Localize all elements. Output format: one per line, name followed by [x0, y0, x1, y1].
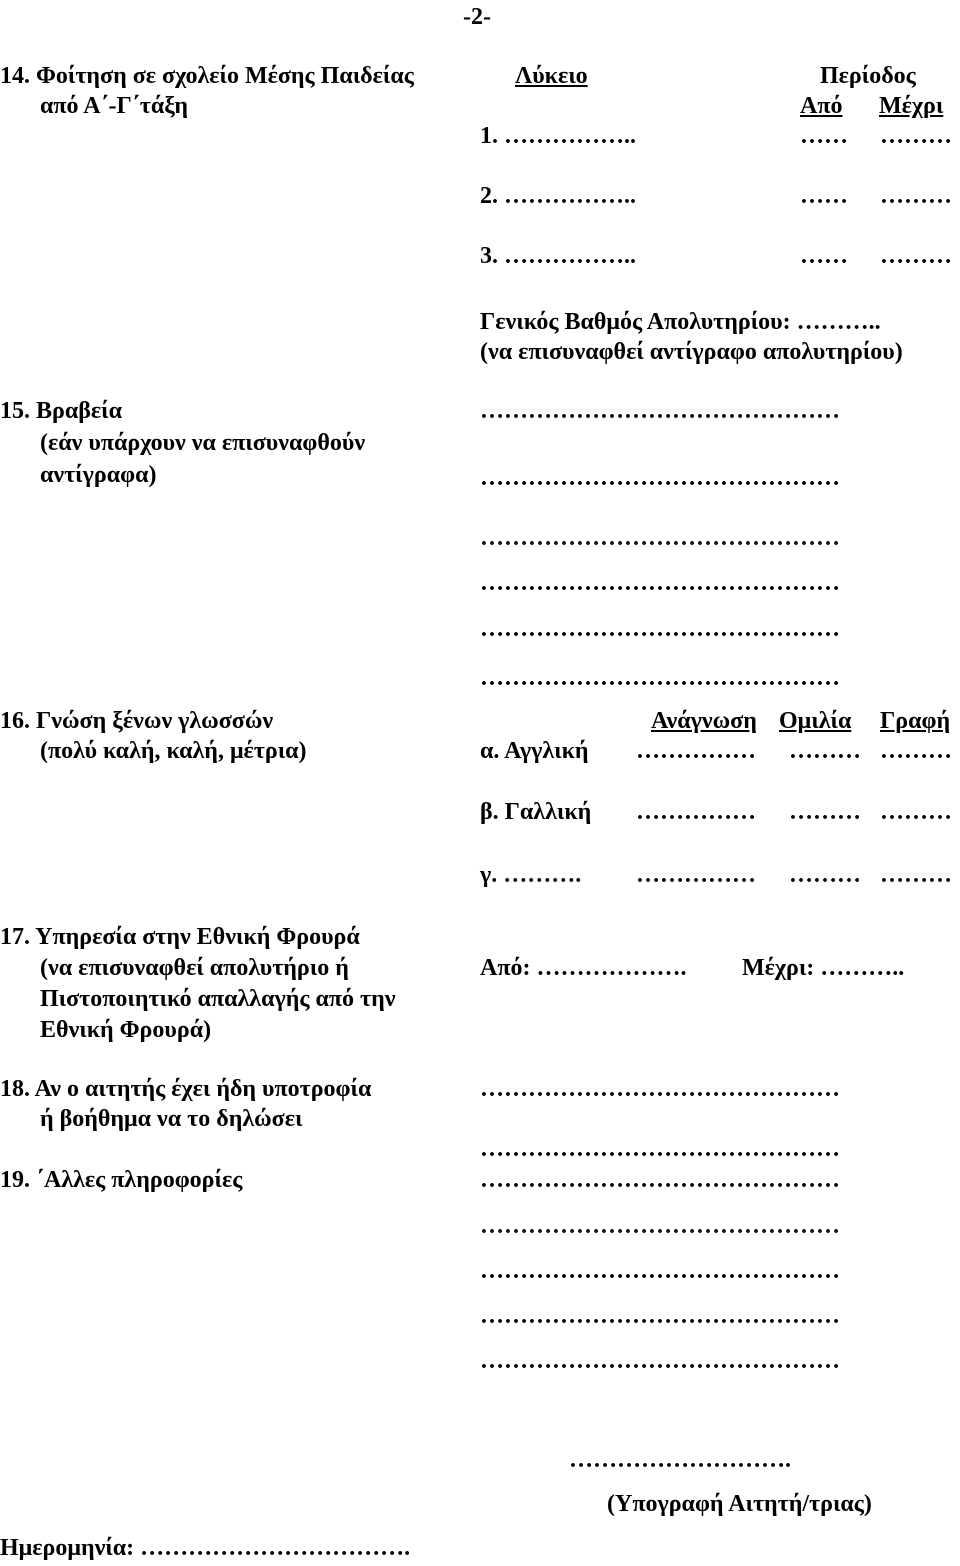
col-reading-header: Ανάγνωση — [651, 708, 757, 734]
item17-label-line3: Πιστοποιητικό απαλλαγής από την — [40, 986, 396, 1012]
school-row-1-to[interactable]: ……… — [880, 123, 952, 149]
school-row-2[interactable]: 2. …………….. — [480, 183, 636, 209]
other-info-blank-line[interactable]: ……………………………………… — [480, 1348, 840, 1374]
item15-label-line2: (εάν υπάρχουν να επισυναφθούν — [40, 430, 366, 456]
col-writing-header: Γραφή — [880, 708, 951, 734]
date-field[interactable]: Ημερομηνία: ……………………………. — [0, 1535, 411, 1561]
other-info-blank-line[interactable]: ……………………………………… — [480, 1213, 840, 1239]
item17-label-line4: Εθνική Φρουρά) — [40, 1017, 212, 1043]
language-label-other[interactable]: γ. ………. — [480, 862, 582, 888]
from-header: Από — [800, 93, 843, 119]
french-writing-field[interactable]: ……… — [880, 799, 952, 825]
english-speaking-field[interactable]: ……… — [789, 738, 861, 764]
lyceum-header: Λύκειο — [515, 63, 588, 89]
other-writing-field[interactable]: ……… — [880, 862, 952, 888]
item16-label-line1: 16. Γνώση ξένων γλωσσών — [0, 708, 274, 734]
scholarship-blank-line[interactable]: ……………………………………… — [480, 1076, 840, 1102]
french-reading-field[interactable]: …………… — [636, 799, 756, 825]
school-row-2-to[interactable]: ……… — [880, 183, 952, 209]
item17-label-line2: (να επισυναφθεί απολυτήριο ή — [40, 955, 349, 981]
item19-label: 19. ΄Αλλες πληροφορίες — [0, 1167, 243, 1193]
page-number: -2- — [463, 4, 491, 30]
other-info-blank-line[interactable]: ……………………………………… — [480, 1167, 840, 1193]
awards-blank-line[interactable]: ……………………………………… — [480, 616, 840, 642]
awards-blank-line[interactable]: ……………………………………… — [480, 465, 840, 491]
school-row-3-from[interactable]: …… — [800, 243, 848, 269]
item18-label-line2: ή βοήθημα να το δηλώσει — [40, 1106, 303, 1132]
item17-label-line1: 17. Υπηρεσία στην Εθνική Φρουρά — [0, 924, 360, 950]
service-from-field[interactable]: Από: ………………. — [480, 955, 687, 981]
col-speaking-header: Ομιλία — [779, 708, 852, 734]
item18-label-line1: 18. Αν ο αιτητής έχει ήδη υποτροφία — [0, 1076, 372, 1102]
english-writing-field[interactable]: ……… — [880, 738, 952, 764]
other-info-blank-line[interactable]: ……………………………………… — [480, 1303, 840, 1329]
french-speaking-field[interactable]: ……… — [789, 799, 861, 825]
item16-label-line2: (πολύ καλή, καλή, μέτρια) — [40, 738, 307, 764]
school-row-3-to[interactable]: ……… — [880, 243, 952, 269]
other-reading-field[interactable]: …………… — [636, 862, 756, 888]
language-label-french: β. Γαλλική — [480, 799, 592, 825]
item14-label-line2: από Α΄-Γ΄τάξη — [40, 93, 189, 119]
item15-label-line1: 15. Βραβεία — [0, 398, 122, 424]
school-row-2-from[interactable]: …… — [800, 183, 848, 209]
scholarship-blank-line[interactable]: ……………………………………… — [480, 1136, 840, 1162]
school-row-3[interactable]: 3. …………….. — [480, 243, 636, 269]
signature-label: (Υπογραφή Αιτητή/τριας) — [607, 1491, 872, 1517]
awards-blank-line[interactable]: ……………………………………… — [480, 398, 840, 424]
school-row-1-from[interactable]: …… — [800, 123, 848, 149]
item14-label-line1: 14. Φοίτηση σε σχολείο Μέσης Παιδείας — [0, 63, 414, 89]
service-to-field[interactable]: Μέχρι: ……….. — [742, 955, 905, 981]
language-label-english: α. Αγγλική — [480, 738, 589, 764]
awards-blank-line[interactable]: ……………………………………… — [480, 525, 840, 551]
awards-blank-line[interactable]: ……………………………………… — [480, 665, 840, 691]
school-row-1[interactable]: 1. …………….. — [480, 123, 636, 149]
english-reading-field[interactable]: …………… — [636, 738, 756, 764]
grade-note: (να επισυναφθεί αντίγραφο απολυτηρίου) — [480, 339, 903, 365]
period-header: Περίοδος — [820, 63, 916, 89]
other-speaking-field[interactable]: ……… — [789, 862, 861, 888]
signature-field[interactable]: ………………………. — [569, 1447, 791, 1473]
grade-label[interactable]: Γενικός Βαθμός Απολυτηρίου: ……….. — [480, 309, 881, 335]
awards-blank-line[interactable]: ……………………………………… — [480, 570, 840, 596]
to-header: Μέχρι — [879, 93, 944, 119]
other-info-blank-line[interactable]: ……………………………………… — [480, 1258, 840, 1284]
item15-label-line3: αντίγραφα) — [40, 462, 157, 488]
